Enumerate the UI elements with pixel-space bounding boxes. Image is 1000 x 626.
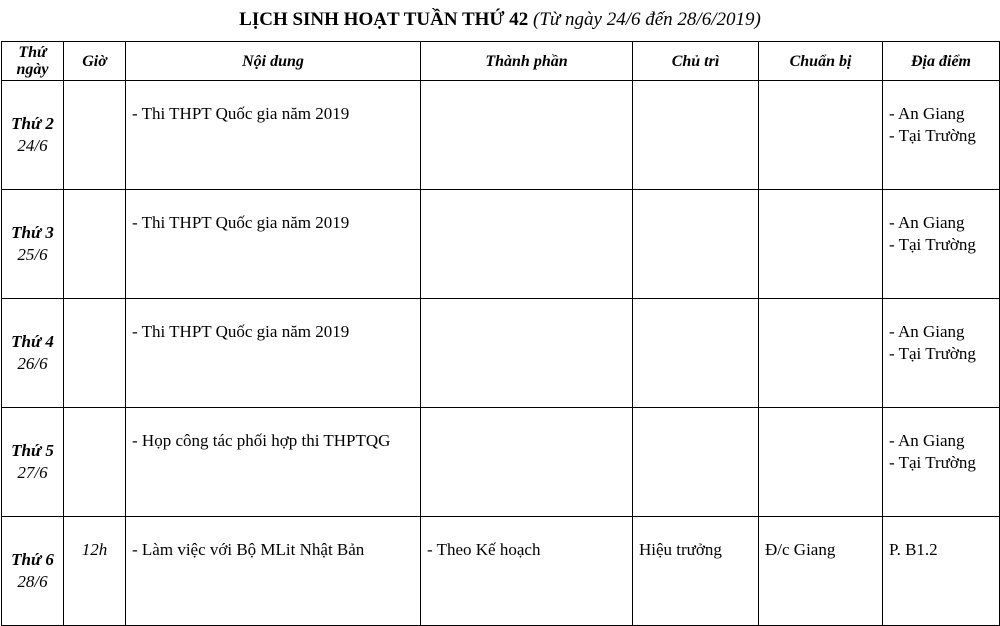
title-main: LỊCH SINH HOẠT TUẦN THỨ 42 [239, 9, 529, 30]
header-day-line2: ngày [16, 61, 49, 78]
members-cell [421, 299, 633, 408]
prep-cell [759, 408, 883, 517]
day-date: 25/6 [17, 245, 48, 264]
content-cell: - Thi THPT Quốc gia năm 2019 [126, 190, 421, 299]
content-cell: - Họp công tác phối hợp thi THPTQG [126, 408, 421, 517]
members-cell [421, 190, 633, 299]
day-cell [2, 190, 64, 299]
time-cell [64, 190, 126, 299]
header-host: Chủ trì [633, 42, 759, 81]
place-cell [883, 299, 1000, 408]
time-cell [64, 299, 126, 408]
place-cell [883, 81, 1000, 190]
day-name: Thứ 6 [11, 550, 54, 569]
day-date: 26/6 [17, 354, 48, 373]
place-line: P. B1.2 [889, 540, 938, 559]
prep-cell [759, 190, 883, 299]
table-row [2, 517, 1000, 626]
day-cell [2, 299, 64, 408]
day-date: 27/6 [17, 463, 48, 482]
time-cell [64, 408, 126, 517]
place-cell [883, 190, 1000, 299]
table-row [2, 408, 1000, 517]
day-cell [2, 81, 64, 190]
host-cell: Hiệu trưởng [633, 517, 759, 626]
place-line: - An Giang [889, 322, 965, 341]
members-cell: - Theo Kế hoạch [421, 517, 633, 626]
place-line: - Tại Trường [889, 126, 976, 145]
header-day-line1: Thứ [18, 44, 47, 61]
day-name: Thứ 3 [11, 223, 54, 242]
prep-cell [759, 81, 883, 190]
table-row [2, 190, 1000, 299]
day-date: 24/6 [17, 136, 48, 155]
day-cell [2, 517, 64, 626]
header-time: Giờ [64, 42, 126, 81]
prep-cell: Đ/c Giang [759, 517, 883, 626]
page-title [0, 8, 1000, 32]
host-cell [633, 190, 759, 299]
content-cell: - Thi THPT Quốc gia năm 2019 [126, 299, 421, 408]
header-row [2, 42, 1000, 81]
day-name: Thứ 5 [11, 441, 54, 460]
schedule-table [1, 41, 1000, 626]
place-line: - Tại Trường [889, 344, 976, 363]
header-members: Thành phần [421, 42, 633, 81]
prep-cell [759, 299, 883, 408]
day-date: 28/6 [17, 572, 48, 591]
place-line: - An Giang [889, 104, 965, 123]
time-cell: 12h [64, 517, 126, 626]
title-date-range: (Từ ngày 24/6 đến 28/6/2019) [533, 9, 761, 30]
table-row [2, 299, 1000, 408]
place-line: - An Giang [889, 213, 965, 232]
place-line: - Tại Trường [889, 453, 976, 472]
members-cell [421, 408, 633, 517]
content-cell: - Làm việc với Bộ MLit Nhật Bản [126, 517, 421, 626]
header-place: Địa điểm [883, 42, 1000, 81]
day-name: Thứ 4 [11, 332, 54, 351]
header-content: Nội dung [126, 42, 421, 81]
place-line: - Tại Trường [889, 235, 976, 254]
place-cell [883, 408, 1000, 517]
host-cell [633, 81, 759, 190]
host-cell [633, 408, 759, 517]
day-cell [2, 408, 64, 517]
day-name: Thứ 2 [11, 114, 54, 133]
content-cell: - Thi THPT Quốc gia năm 2019 [126, 81, 421, 190]
header-prep: Chuẩn bị [759, 42, 883, 81]
members-cell [421, 81, 633, 190]
host-cell [633, 299, 759, 408]
table-row [2, 81, 1000, 190]
header-day [2, 42, 64, 81]
place-cell [883, 517, 1000, 626]
time-cell [64, 81, 126, 190]
place-line: - An Giang [889, 431, 965, 450]
